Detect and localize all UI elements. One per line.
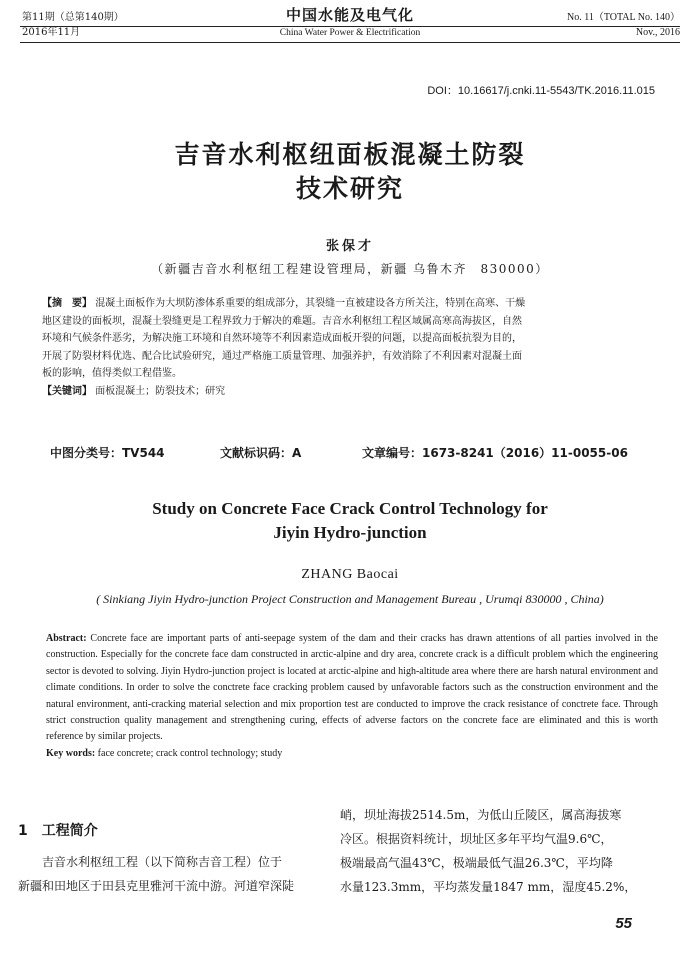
journal-title-en: China Water Power & Electrification: [279, 28, 421, 38]
abstract-en-text: Concrete face are important parts of anti-seepage system of the dam and their cracks has drawn attentions of all parties involved in the construction. Especially for the concrete face dam constructed in arctic-alpine and dry area, concrete crack is a difficult problem which the engineering sector is devoted to solving. Jiyin Hydro-junction project is located at arctic-alpine and high-altitude area where there are harsh natural environment and climate conditions. In order to solve the conctrete face cracking problem caused by unfavorable factors such as the construction environment and the natural environment, anti-cracking material selection and mix proportion test are conducted to improve the crack resistance of conctrete face. Through strict construction quality management and strengthening curing, effects of adverse factors on the concrete face are eliminated and this is worth reference by similar projects.: [46, 633, 658, 743]
title-cn-line2: 技术研究: [295, 174, 404, 203]
abstract-cn-line: 环境和气候条件恶劣，为解决施工环境和自然环境等不利因素造成面板开裂的问题，以提高面板抗裂为目的，: [42, 333, 522, 344]
body-line: 极端最高气温43℃，极端最低气温26.3℃，平均降: [340, 856, 613, 870]
issue-cn: 第11期（总第140期）: [22, 12, 124, 23]
keywords-en-label: Key words:: [46, 747, 96, 759]
page-number: 55: [615, 915, 632, 932]
body-line: 水量123.3mm，平均蒸发量1847 mm，湿度45.2%，: [340, 880, 637, 894]
body-line: 峭，坝址海拔2514.5m，为低山丘陵区，属高海拔寒: [340, 808, 622, 822]
document-code: 文献标识码：A: [220, 446, 302, 460]
header-center: [200, 6, 500, 40]
date-cn: 2016年11月: [22, 27, 81, 38]
keywords-en-text: face concrete; crack control technology; study: [95, 747, 283, 759]
body-line: 吉音水利枢纽工程（以下简称吉音工程）位于: [18, 855, 283, 869]
abstract-cn-label: 【摘 要】: [42, 298, 92, 309]
header-rule-top: [20, 26, 680, 27]
clc-number: 中图分类号：TV544: [50, 446, 165, 460]
author-en: ZHANG Baocai: [301, 567, 399, 582]
affiliation-en: ( Sinkiang Jiyin Hydro-junction Project Construction and Management Bureau , Urumqi 830000 , China): [96, 592, 604, 606]
keywords-cn: [42, 383, 657, 401]
body-column-left: [18, 850, 320, 898]
date-en: Nov., 2016: [635, 27, 680, 38]
title-en-line2: Jiyin Hydro-junction: [273, 523, 427, 542]
header-left: [22, 10, 182, 40]
page-title-cn: [0, 138, 700, 206]
page-title-en: [0, 497, 700, 545]
article-number: 文章编号：1673-8241（2016）11-0055-06: [362, 446, 628, 460]
abstract-en-paragraph: [46, 631, 658, 746]
abstract-en: [46, 631, 658, 762]
abstract-cn: [42, 295, 657, 400]
title-cn-line1: 吉音水利枢纽面板混凝土防裂: [174, 140, 526, 169]
abstract-cn-line: 地区建设的面板坝，混凝土裂缝更是工程界致力于解决的难题。吉音水利枢纽工程区域属高寒高海拔区，自然: [42, 315, 522, 327]
keywords-cn-label: 【关键词】: [42, 385, 92, 397]
header-rule-bottom: [20, 42, 680, 43]
issue-en: No. 11（TOTAL No. 140）: [567, 12, 680, 23]
section-heading: 1 工程简介: [18, 823, 98, 839]
abstract-cn-line: [42, 295, 657, 313]
body-line: 冷区。根据资料统计，坝址区多年平均气温9.6℃，: [340, 832, 613, 846]
journal-title-cn: 中国水能及电气化: [285, 6, 414, 24]
abstract-cn-line: 开展了防裂材料优选、配合比试验研究，通过严格施工质量管理、加强养护，有效消除了不利因素对混凝土面: [42, 350, 522, 362]
doi: DOI：10.16617/j.cnki.11-5543/TK.2016.11.015: [427, 85, 655, 97]
affiliation-cn: （新疆吉音水利枢纽工程建设管理局，新疆 乌鲁木齐 830000）: [151, 262, 549, 276]
keywords-cn-text: 面板混凝土；防裂技术；研究: [95, 385, 226, 397]
abstract-cn-text: 混凝土面板作为大坝防渗体系重要的组成部分，其裂缝一直被建设各方所关注，特别在高寒、干燥: [95, 298, 526, 309]
title-en-line1: Study on Concrete Face Crack Control Technology for: [152, 499, 548, 518]
header-right: [480, 10, 680, 40]
abstract-cn-line: 板的影响，值得类似工程借鉴。: [42, 368, 182, 379]
keywords-en: [46, 746, 658, 762]
author-cn: 张保才: [325, 239, 374, 254]
body-column-right: [340, 803, 660, 899]
body-line: 新疆和田地区于田县克里雅河干流中游。河道窄深陡: [18, 879, 295, 893]
abstract-en-label: Abstract:: [46, 633, 87, 644]
